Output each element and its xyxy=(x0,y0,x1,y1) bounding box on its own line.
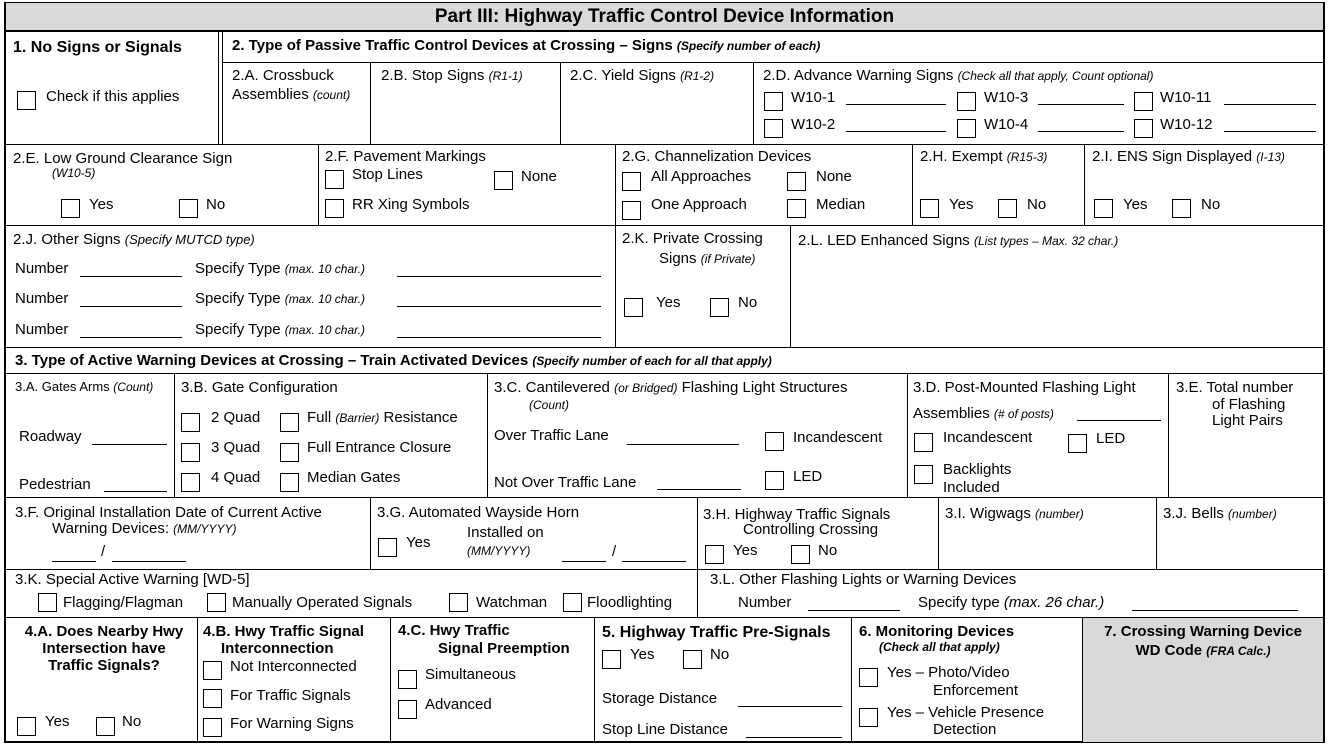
s3l-specify-text: Specify type xyxy=(918,594,1000,611)
s2i-label-text: 2.I. ENS Sign Displayed xyxy=(1092,148,1253,165)
s2b-label xyxy=(381,68,523,85)
s2e-yes-label: Yes xyxy=(89,196,114,213)
s2c-label-text: 2.C. Yield Signs xyxy=(570,67,676,84)
s5-storage-label: Storage Distance xyxy=(602,690,718,707)
s2j-type-field[interactable] xyxy=(397,276,601,277)
row-divider xyxy=(6,144,1323,145)
s3l-number-field[interactable] xyxy=(808,610,900,611)
s4a-line2: Intersection have xyxy=(42,640,166,657)
s6-note: (Check all that apply) xyxy=(879,640,1000,654)
s5-no-checkbox[interactable] xyxy=(683,650,702,669)
s3a-note: (Count) xyxy=(113,380,154,394)
s3a-ped-label: Pedestrian xyxy=(19,476,91,493)
s3k-manual-label: Manually Operated Signals xyxy=(232,594,413,611)
row-divider xyxy=(222,62,1323,63)
s2e-note: (W10-5) xyxy=(52,166,96,180)
s2g-one-label: One Approach xyxy=(651,196,747,213)
s3f-slash: / xyxy=(101,543,106,560)
s3k-label: 3.K. Special Active Warning [WD-5] xyxy=(15,571,250,588)
s2l-label xyxy=(798,233,1118,250)
s3-heading xyxy=(15,353,772,370)
s3e-line2: of Flashing xyxy=(1212,396,1286,413)
s3c-over-label: Over Traffic Lane xyxy=(494,427,609,444)
s2j-specify-text: Specify Type xyxy=(195,290,281,307)
s3c-inc-checkbox[interactable] xyxy=(765,432,784,451)
s3g-yes-checkbox[interactable] xyxy=(378,538,397,557)
w10-4-checkbox[interactable] xyxy=(957,119,976,138)
s2j-specify-text: Specify Type xyxy=(195,321,281,338)
s2k-label2 xyxy=(659,251,755,268)
s3d-back1: Backlights xyxy=(943,461,1012,478)
row-divider xyxy=(6,617,1323,618)
s2f-label: 2.F. Pavement Markings xyxy=(325,148,486,165)
s4a-no-checkbox[interactable] xyxy=(96,717,115,736)
col-divider xyxy=(697,569,698,617)
col-divider xyxy=(218,32,219,144)
col-divider xyxy=(851,617,852,742)
s3c-led-checkbox[interactable] xyxy=(765,471,784,490)
s3c-label xyxy=(494,380,848,397)
s2c-note: (R1-2) xyxy=(680,69,715,83)
col-divider xyxy=(1156,497,1157,569)
col-divider xyxy=(594,617,595,742)
s4c-sim-checkbox[interactable] xyxy=(398,670,417,689)
s3f-line1: 3.F. Original Installation Date of Current Active xyxy=(15,504,322,521)
s6-veh1: Yes – Vehicle Presence xyxy=(887,704,1045,721)
w10-1-field[interactable] xyxy=(846,104,946,105)
s3b-full-checkbox[interactable] xyxy=(280,413,299,432)
s3d-back2: Included xyxy=(943,479,1000,496)
s2j-number-field[interactable] xyxy=(80,306,182,307)
s2d-label-text: 2.D. Advance Warning Signs xyxy=(763,67,954,84)
s3b-median-checkbox[interactable] xyxy=(280,473,299,492)
s2e-no-label: No xyxy=(206,196,226,213)
s2g-median-checkbox[interactable] xyxy=(787,199,806,218)
s2a-label2-text: Assemblies xyxy=(232,86,309,103)
s2g-label: 2.G. Channelization Devices xyxy=(622,148,812,165)
s2a-note: (count) xyxy=(312,88,351,102)
s3i-label-text: 3.I. Wigwags xyxy=(945,505,1031,522)
s3f-month-field[interactable] xyxy=(52,561,96,562)
s5-stopline-label: Stop Line Distance xyxy=(602,721,728,738)
s3d-label: 3.D. Post-Mounted Flashing Light xyxy=(913,379,1136,396)
s2j-specify-text: Specify Type xyxy=(195,260,281,277)
w10-11-label: W10-11 xyxy=(1160,89,1212,106)
s4c-sim-label: Simultaneous xyxy=(425,666,516,683)
s3b-entrance-label: Full Entrance Closure xyxy=(307,439,452,456)
col-divider xyxy=(615,144,616,347)
s3c-led-label: LED xyxy=(793,468,823,485)
s2a-label2 xyxy=(232,87,350,104)
s3k-flood-label: Floodlighting xyxy=(587,594,673,611)
w10-4-field[interactable] xyxy=(1038,131,1124,132)
col-divider xyxy=(487,373,488,497)
s3c-count: (Count) xyxy=(529,398,570,412)
s3l-label: 3.L. Other Flashing Lights or Warning Devices xyxy=(710,571,1017,588)
s1-check-label: Check if this applies xyxy=(46,88,180,105)
w10-12-label: W10-12 xyxy=(1160,116,1213,133)
s3d-led-checkbox[interactable] xyxy=(1068,434,1087,453)
s3b-4quad-checkbox[interactable] xyxy=(181,473,200,492)
s3c-label2: Flashing Light Structures xyxy=(681,379,848,396)
s4b-traffic-checkbox[interactable] xyxy=(203,689,222,708)
s2g-all-label: All Approaches xyxy=(651,168,752,185)
s2i-no-checkbox[interactable] xyxy=(1172,199,1191,218)
s2e-no-checkbox[interactable] xyxy=(179,199,198,218)
s3b-4quad-label: 4 Quad xyxy=(211,469,261,486)
s2j-max: (max. 10 char.) xyxy=(284,292,366,306)
s4a-no-label: No xyxy=(122,713,142,730)
s2h-no-checkbox[interactable] xyxy=(998,199,1017,218)
s4c-line1: 4.C. Hwy Traffic xyxy=(398,622,510,639)
s4b-line1: 4.B. Hwy Traffic Signal xyxy=(203,623,364,640)
s2j-specify-label xyxy=(195,291,365,308)
s3b-resist: Resistance xyxy=(383,409,458,426)
s2-heading-note: (Specify number of each) xyxy=(676,39,821,53)
s2d-note: (Check all that apply, Count optional) xyxy=(957,69,1154,83)
col-divider xyxy=(560,62,561,144)
row-divider xyxy=(6,347,1323,348)
w10-12-checkbox[interactable] xyxy=(1134,119,1153,138)
s2h-label xyxy=(920,149,1047,166)
s2a-label: 2.A. Crossbuck xyxy=(232,67,334,84)
s3d-inc-label: Incandescent xyxy=(943,429,1033,446)
s3i-note: (number) xyxy=(1035,507,1084,521)
col-divider xyxy=(907,373,908,497)
s6-label: 6. Monitoring Devices xyxy=(859,623,1015,640)
s3g-year-field[interactable] xyxy=(622,561,686,562)
s2-heading xyxy=(232,38,820,55)
s3a-roadway-label: Roadway xyxy=(19,428,82,445)
s3b-label: 3.B. Gate Configuration xyxy=(181,379,338,396)
s2i-yes-label: Yes xyxy=(1123,196,1148,213)
s2-heading-text: 2. Type of Passive Traffic Control Devices at Crossing – Signs xyxy=(232,37,673,54)
s3b-median-label: Median Gates xyxy=(307,469,401,486)
s2j-type-field[interactable] xyxy=(397,306,601,307)
s3d-assem-field[interactable] xyxy=(1077,420,1161,421)
s3d-backlights-checkbox[interactable] xyxy=(914,465,933,484)
w10-3-label: W10-3 xyxy=(984,89,1029,106)
col-divider xyxy=(197,617,198,742)
row-divider xyxy=(6,373,1323,374)
s2g-one-checkbox[interactable] xyxy=(622,201,641,220)
s3k-flag-label: Flagging/Flagman xyxy=(63,594,184,611)
s2j-note: (Specify MUTCD type) xyxy=(124,232,255,247)
s2g-all-checkbox[interactable] xyxy=(622,172,641,191)
s3k-watch-checkbox[interactable] xyxy=(449,593,468,612)
s3f-line2 xyxy=(52,521,237,538)
col-divider xyxy=(390,617,391,742)
col-divider xyxy=(912,144,913,225)
s3c-inc-label: Incandescent xyxy=(793,429,883,446)
w10-4-label: W10-4 xyxy=(984,116,1029,133)
col-divider xyxy=(1084,144,1085,225)
w10-1-label: W10-1 xyxy=(791,89,836,106)
s5-stopline-field[interactable] xyxy=(746,737,842,738)
w10-2-label: W10-2 xyxy=(791,116,836,133)
s2j-number-field[interactable] xyxy=(80,337,182,338)
s5-no-label: No xyxy=(710,646,730,663)
s3j-label-text: 3.J. Bells xyxy=(1163,505,1224,522)
w10-11-checkbox[interactable] xyxy=(1134,92,1153,111)
s2b-label-text: 2.B. Stop Signs xyxy=(381,67,485,84)
s3h-line1: 3.H. Highway Traffic Signals xyxy=(703,506,891,523)
s4c-adv-label: Advanced xyxy=(425,696,492,713)
s3f-note: (MM/YYYY) xyxy=(173,522,237,536)
s3c-notover-field[interactable] xyxy=(657,489,741,490)
s3k-manual-checkbox[interactable] xyxy=(207,593,226,612)
s2j-number-field[interactable] xyxy=(80,276,182,277)
s3g-slash: / xyxy=(612,543,617,560)
w10-12-field[interactable] xyxy=(1224,131,1316,132)
s5-yes-label: Yes xyxy=(630,646,655,663)
s2e-label: 2.E. Low Ground Clearance Sign xyxy=(13,150,233,167)
s2i-no-label: No xyxy=(1201,196,1221,213)
s2k-note: (if Private) xyxy=(700,252,756,266)
col-divider xyxy=(938,497,939,569)
row-divider xyxy=(6,225,1323,226)
s3j-note: (number) xyxy=(1228,507,1277,521)
s2f-rr-label: RR Xing Symbols xyxy=(352,196,470,213)
s6-photo1: Yes – Photo/Video xyxy=(887,664,1010,681)
s2j-specify-label xyxy=(195,322,365,339)
col-divider xyxy=(790,225,791,347)
s3l-specify-label xyxy=(918,595,1104,612)
s4a-line1: 4.A. Does Nearby Hwy xyxy=(24,623,184,640)
s3-heading-note: (Specify number of each for all that apply) xyxy=(532,354,772,368)
s4b-line2: Interconnection xyxy=(221,640,334,657)
s7-line1: 7. Crossing Warning Device xyxy=(1104,623,1302,640)
s2j-max: (max. 10 char.) xyxy=(284,323,366,337)
s3d-assem-text: Assemblies xyxy=(913,405,990,422)
w10-3-checkbox[interactable] xyxy=(957,92,976,111)
s3b-barrier: (Barrier) xyxy=(335,411,380,425)
s2h-yes-label: Yes xyxy=(949,196,974,213)
s5-label: 5. Highway Traffic Pre-Signals xyxy=(602,624,831,641)
col-divider xyxy=(697,497,698,569)
row-divider xyxy=(6,569,1323,570)
s3h-no-label: No xyxy=(818,542,838,559)
s3a-label xyxy=(15,380,153,394)
s2j-label xyxy=(13,232,255,249)
s3c-bridged: (or Bridged) xyxy=(614,381,678,395)
w10-2-checkbox[interactable] xyxy=(764,119,783,138)
s2f-none-label: None xyxy=(521,168,557,185)
s3l-type-field[interactable] xyxy=(1132,610,1298,611)
s3b-full-label xyxy=(307,410,458,427)
s5-storage-field[interactable] xyxy=(738,706,842,707)
s7-note: (FRA Calc.) xyxy=(1206,644,1271,658)
s3g-label: 3.G. Automated Wayside Horn xyxy=(377,504,580,521)
s3k-watch-label: Watchman xyxy=(476,594,548,611)
s3-heading-text: 3. Type of Active Warning Devices at Crossing – Train Activated Devices xyxy=(15,352,529,369)
s2j-number-label: Number xyxy=(15,290,69,307)
s2c-label xyxy=(570,68,714,85)
s3j-label xyxy=(1163,506,1277,523)
s2k-no-checkbox[interactable] xyxy=(710,298,729,317)
s3b-entrance-checkbox[interactable] xyxy=(280,443,299,462)
s2k-no-label: No xyxy=(738,294,758,311)
s2k-yes-label: Yes xyxy=(656,294,681,311)
s2h-note: (R15-3) xyxy=(1006,150,1048,164)
s2f-stop-label: Stop Lines xyxy=(352,166,423,183)
w10-11-field[interactable] xyxy=(1224,104,1316,105)
s4a-line3: Traffic Signals? xyxy=(48,657,160,674)
s3e-line1: 3.E. Total number xyxy=(1176,379,1294,396)
s3g-note: (MM/YYYY) xyxy=(467,544,531,558)
s3b-full-text: Full xyxy=(307,409,332,426)
col-divider xyxy=(1168,373,1169,497)
s2e-yes-checkbox[interactable] xyxy=(61,199,80,218)
s6-veh2: Detection xyxy=(933,721,997,738)
s4b-not-label: Not Interconnected xyxy=(230,658,357,675)
s2i-note: (I-13) xyxy=(1256,150,1285,164)
s3h-yes-label: Yes xyxy=(733,542,758,559)
s3k-flag-checkbox[interactable] xyxy=(38,593,57,612)
s2j-type-field[interactable] xyxy=(397,337,601,338)
s4b-warning-checkbox[interactable] xyxy=(203,718,222,737)
s3l-max: (max. 26 char.) xyxy=(1003,594,1105,611)
s2h-no-label: No xyxy=(1027,196,1047,213)
s2j-label-text: 2.J. Other Signs xyxy=(13,231,121,248)
s2d-label xyxy=(763,68,1153,85)
row-divider xyxy=(6,497,1323,498)
col-divider xyxy=(222,32,223,144)
s3c-over-field[interactable] xyxy=(627,444,739,445)
s3i-label xyxy=(945,506,1084,523)
s4b-not-checkbox[interactable] xyxy=(203,661,222,680)
s3a-ped-field[interactable] xyxy=(104,491,167,492)
w10-3-field[interactable] xyxy=(1038,104,1124,105)
s4a-yes-label: Yes xyxy=(45,713,70,730)
col-divider xyxy=(318,144,319,225)
s2k-label2-text: Signs xyxy=(659,250,697,267)
s3b-3quad-checkbox[interactable] xyxy=(181,443,200,462)
s3e-line3: Light Pairs xyxy=(1212,412,1283,429)
s2g-none-checkbox[interactable] xyxy=(787,172,806,191)
col-divider xyxy=(370,497,371,569)
s2k-label: 2.K. Private Crossing xyxy=(622,230,763,247)
s6-photo-checkbox[interactable] xyxy=(859,668,878,687)
s2l-note: (List types – Max. 32 char.) xyxy=(973,234,1119,248)
s4c-line2: Signal Preemption xyxy=(438,640,570,657)
s4b-traffic-label: For Traffic Signals xyxy=(230,687,351,704)
s3f-year-field[interactable] xyxy=(112,561,186,562)
s4b-warning-label: For Warning Signs xyxy=(230,715,354,732)
s2i-yes-checkbox[interactable] xyxy=(1094,199,1113,218)
s2h-label-text: 2.H. Exempt xyxy=(920,148,1003,165)
s3c-label1: 3.C. Cantilevered xyxy=(494,379,610,396)
s3c-notover-label: Not Over Traffic Lane xyxy=(494,474,637,491)
s7-line2-text: WD Code xyxy=(1135,642,1203,659)
s3f-line2-text: Warning Devices: xyxy=(52,520,169,537)
s3h-yes-checkbox[interactable] xyxy=(705,545,724,564)
col-divider xyxy=(370,62,371,144)
s3d-posts: (# of posts) xyxy=(993,407,1054,421)
s2f-none-checkbox[interactable] xyxy=(494,171,513,190)
s2i-label xyxy=(1092,149,1285,166)
s3b-3quad-label: 3 Quad xyxy=(211,439,261,456)
s3a-roadway-field[interactable] xyxy=(92,444,167,445)
s2k-yes-checkbox[interactable] xyxy=(624,298,643,317)
s2h-yes-checkbox[interactable] xyxy=(920,199,939,218)
s7-line2 xyxy=(1086,643,1320,660)
s2l-label-text: 2.L. LED Enhanced Signs xyxy=(798,232,970,249)
s3g-installed: Installed on xyxy=(467,524,544,541)
s3d-assem-label xyxy=(913,406,1054,423)
s4c-adv-checkbox[interactable] xyxy=(398,700,417,719)
s2j-max: (max. 10 char.) xyxy=(284,262,366,276)
s2g-median-label: Median xyxy=(816,196,866,213)
s2j-number-label: Number xyxy=(15,260,69,277)
s3d-led-label: LED xyxy=(1096,430,1126,447)
s2j-specify-label xyxy=(195,261,365,278)
s3d-inc-checkbox[interactable] xyxy=(914,433,933,452)
w10-2-field[interactable] xyxy=(846,131,946,132)
s4a-yes-checkbox[interactable] xyxy=(17,717,36,736)
s3b-2quad-label: 2 Quad xyxy=(211,409,261,426)
s2j-number-label: Number xyxy=(15,321,69,338)
s3k-flood-checkbox[interactable] xyxy=(563,593,582,612)
part-title: Part III: Highway Traffic Control Device Information xyxy=(6,3,1323,32)
s6-photo2: Enforcement xyxy=(933,682,1019,699)
col-divider xyxy=(1082,617,1083,742)
s3a-label-text: 3.A. Gates Arms xyxy=(15,379,110,394)
s2g-none-label: None xyxy=(816,168,852,185)
s2f-rr-checkbox[interactable] xyxy=(325,199,344,218)
s2b-note: (R1-1) xyxy=(488,69,523,83)
s3g-month-field[interactable] xyxy=(562,561,606,562)
col-divider xyxy=(753,62,754,144)
s1-checkbox[interactable] xyxy=(17,91,36,110)
s3h-line2: Controlling Crossing xyxy=(743,521,879,538)
s3h-no-checkbox[interactable] xyxy=(791,545,810,564)
s3b-2quad-checkbox[interactable] xyxy=(181,413,200,432)
s3l-number-label: Number xyxy=(738,594,792,611)
w10-1-checkbox[interactable] xyxy=(764,92,783,111)
s1-heading: 1. No Signs or Signals xyxy=(13,39,182,56)
s5-yes-checkbox[interactable] xyxy=(602,650,621,669)
col-divider xyxy=(174,373,175,497)
s2f-stop-checkbox[interactable] xyxy=(325,170,344,189)
s6-veh-checkbox[interactable] xyxy=(859,708,878,727)
s3g-yes-label: Yes xyxy=(406,534,431,551)
